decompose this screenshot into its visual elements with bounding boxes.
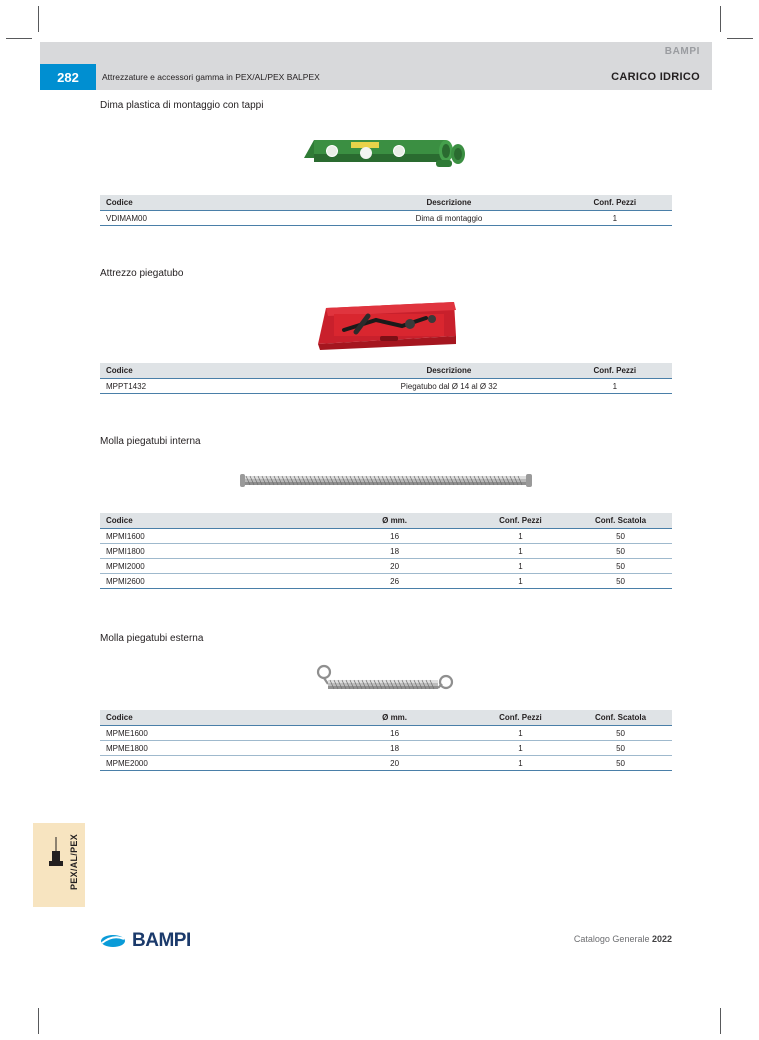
col-conf-pezzi: Conf. Pezzi [558, 363, 672, 379]
pipe-bender-case-svg [306, 286, 466, 358]
cell-codice: VDIMAM00 [100, 211, 340, 226]
footer-catalog-info [574, 934, 672, 944]
cell-conf-pezzi: 1 [558, 379, 672, 394]
crop-mark-bottom-left-v [38, 1008, 39, 1034]
table-row [100, 741, 672, 756]
cell-diametro: 20 [317, 559, 471, 574]
table-row [100, 529, 672, 544]
footer-catalog-year: 2022 [651, 934, 672, 944]
cell-conf-pezzi: 1 [472, 559, 569, 574]
header-section-title: CARICO IDRICO [611, 71, 700, 83]
table-row [100, 574, 672, 589]
cell-diametro: 18 [317, 544, 471, 559]
cell-codice: MPME2000 [100, 756, 317, 771]
cell-codice: MPMI1600 [100, 529, 317, 544]
product-block-external-spring [100, 633, 672, 771]
cell-conf-scatola: 50 [569, 529, 672, 544]
crop-mark-bottom-right-v [720, 1008, 721, 1034]
cell-codice: MPPT1432 [100, 379, 340, 394]
table-header-row [100, 710, 672, 726]
cell-diametro: 26 [317, 574, 471, 589]
bampi-logo-icon [100, 932, 126, 950]
cell-conf-pezzi: 1 [472, 544, 569, 559]
cell-conf-pezzi: 1 [472, 529, 569, 544]
block-title: Molla piegatubi esterna [100, 633, 204, 644]
cell-codice: MPMI1800 [100, 544, 317, 559]
pipe-fitting-icon [47, 837, 65, 871]
table-row [100, 211, 672, 226]
cell-diametro: 16 [317, 726, 471, 741]
crop-mark-top-right-v [720, 6, 721, 32]
section-thumb-tab [33, 823, 85, 907]
header-brand-word: BAMPI [664, 46, 700, 57]
cell-codice: MPME1600 [100, 726, 317, 741]
cell-conf-pezzi: 1 [558, 211, 672, 226]
pipe-bender-case-image [100, 285, 672, 359]
product-block-mounting-template [100, 100, 672, 226]
cell-descrizione: Piegatubo dal Ø 14 al Ø 32 [340, 379, 557, 394]
col-conf-scatola: Conf. Scatola [569, 513, 672, 529]
col-conf-pezzi: Conf. Pezzi [558, 195, 672, 211]
table-header-row [100, 363, 672, 379]
cell-codice: MPME1800 [100, 741, 317, 756]
table-row [100, 379, 672, 394]
brand-logo-text: BAMPI [132, 930, 191, 951]
col-codice: Codice [100, 195, 340, 211]
product-block-pipe-bender [100, 268, 672, 394]
cell-conf-pezzi: 1 [472, 741, 569, 756]
cell-conf-scatola: 50 [569, 741, 672, 756]
footer-catalog-label: Catalogo Generale [573, 934, 652, 944]
external-spring-svg [306, 662, 466, 694]
table-row [100, 544, 672, 559]
col-codice: Codice [100, 710, 317, 726]
cell-conf-scatola: 50 [569, 544, 672, 559]
mounting-template-svg [296, 124, 476, 184]
cell-conf-pezzi: 1 [472, 756, 569, 771]
external-bending-spring-image [100, 650, 672, 706]
col-descrizione: Descrizione [340, 363, 557, 379]
cell-diametro: 16 [317, 529, 471, 544]
page-number-badge: 282 [40, 64, 96, 90]
col-descrizione: Descrizione [340, 195, 557, 211]
internal-spring-svg [236, 468, 536, 494]
cell-conf-pezzi: 1 [472, 574, 569, 589]
section-thumb-label: PEX/AL/PEX [69, 833, 79, 890]
header-top-band [40, 42, 712, 64]
col-codice: Codice [100, 513, 317, 529]
crop-mark-top-left-v [38, 6, 39, 32]
spec-table-external-spring [100, 710, 672, 771]
cell-diametro: 20 [317, 756, 471, 771]
mounting-template-image [100, 117, 672, 191]
spec-table-pipe-bender [100, 363, 672, 394]
cell-descrizione: Dima di montaggio [340, 211, 557, 226]
cell-conf-scatola: 50 [569, 756, 672, 771]
crop-mark-left-top-h [6, 38, 32, 39]
table-row [100, 559, 672, 574]
spec-table-mounting-template [100, 195, 672, 226]
cell-conf-scatola: 50 [569, 726, 672, 741]
block-title: Dima plastica di montaggio con tappi [100, 100, 264, 111]
cell-codice: MPMI2600 [100, 574, 317, 589]
bampi-swoosh-icon [100, 932, 126, 950]
col-conf-pezzi: Conf. Pezzi [472, 513, 569, 529]
spec-table-internal-spring [100, 513, 672, 589]
table-row [100, 726, 672, 741]
col-codice: Codice [100, 363, 340, 379]
crop-mark-right-top-h [727, 38, 753, 39]
header-subtitle: Attrezzature e accessori gamma in PEX/AL/PEX BALPEX [102, 72, 320, 82]
block-title: Attrezzo piegatubo [100, 268, 184, 279]
col-diametro: Ø mm. [317, 710, 471, 726]
internal-bending-spring-image [100, 453, 672, 509]
col-diametro: Ø mm. [317, 513, 471, 529]
cell-codice: MPMI2000 [100, 559, 317, 574]
brand-logo [100, 930, 191, 952]
col-conf-pezzi: Conf. Pezzi [472, 710, 569, 726]
table-header-row [100, 513, 672, 529]
table-header-row [100, 195, 672, 211]
page-footer [100, 930, 672, 956]
col-conf-scatola: Conf. Scatola [569, 710, 672, 726]
cell-diametro: 18 [317, 741, 471, 756]
table-row [100, 756, 672, 771]
cell-conf-scatola: 50 [569, 574, 672, 589]
page-content [100, 94, 672, 771]
cell-conf-scatola: 50 [569, 559, 672, 574]
product-block-internal-spring [100, 436, 672, 589]
page-header [40, 42, 712, 90]
block-title: Molla piegatubi interna [100, 436, 201, 447]
cell-conf-pezzi: 1 [472, 726, 569, 741]
